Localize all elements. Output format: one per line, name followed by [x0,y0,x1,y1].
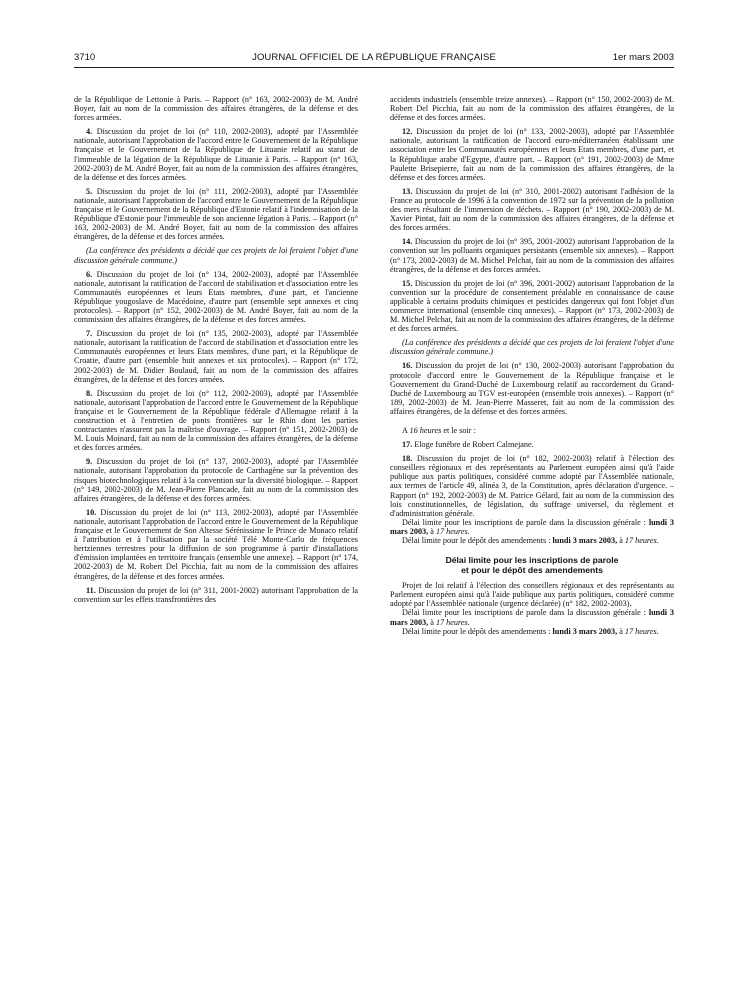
section-heading [390,555,674,575]
deadline-line [390,536,674,545]
agenda-item [74,457,358,502]
deadline-date: lundi 3 mars 2003, [550,626,618,636]
agenda-item-number: 8. [86,388,93,398]
agenda-item [74,329,358,384]
agenda-item [74,187,358,242]
deadline-hour: 17 heures. [435,526,470,536]
paragraph-text: de la République de Lettonie à Paris. – Rapport (n° 163, 2002-2003) de M. André Boyer, fait au nom de la commission des affaires étrangères, de la défense et des forces armées. [74,95,358,123]
paragraph-continuation [390,95,674,122]
agenda-item-text: Eloge funèbre de Robert Calmejane. [414,440,534,450]
agenda-item [74,586,358,604]
conference-note [390,338,674,356]
bill-description-text: Projet de loi relatif à l'élection des conseillers régionaux et des représentants au Parlement européen ainsi qu'à l'aide publique aux partis politiques, considéré comme adopté par l'Assemblée nationale (urgence déclarée) (n° 182, 2002-2003). [390,581,674,609]
agenda-item-text: Discussion du projet de loi (n° 310, 2001-2002) autorisant l'adhésion de la France au protocole de 1996 à la convention de 1972 sur la prévention de la pollution des mers résultant de l'immersion de déchets. – Rapport (n° 190, 2002-2003) de M. Xavier Pintat, fait au nom de la commission des affaires étrangères, de la défense et des forces armées. [390,186,675,233]
agenda-item-text: Discussion du projet de loi (n° 395, 2001-2002) autorisant l'approbation de la convention sur les polluants organiques persistants (ensemble six annexes). – Rapport (n° 173, 2002-2003) de M. Michel Pelchat, fait au nom de la commission des affaires étrangères, de la défense et des forces armées. [390,237,675,274]
deadline-date: lundi 3 mars 2003, [390,517,674,536]
agenda-item-number: 12. [402,127,413,137]
conference-note-text: (La conférence des présidents a décidé que ces projets de loi feraient l'objet d'une discussion générale commune.) [74,246,358,265]
agenda-item [74,127,358,182]
deadline-line [390,627,674,636]
agenda-item [390,187,674,232]
agenda-item-text: Discussion du projet de loi (n° 133, 2002-2003), adopté par l'Assemblée nationale, autorisant la ratification de l'accord euro-méditerranéen établissant une association entre les Communautés européennes et leurs Etats membres, d'une part, et la République arabe d'Egypte, d'autre part. – Rapport (n° 191, 2002-2003) de Mme Paulette Brisepierre, fait au nom de la commission des affaires étrangères, de la défense et des forces armées. [390,127,674,182]
agenda-item-number: 15. [402,278,413,288]
agenda-item [390,237,674,273]
agenda-item-number: 13. [402,186,413,196]
deadline-line [390,518,674,536]
deadline-date: lundi 3 mars 2003, [390,608,674,627]
section-heading-line-1: Délai limite pour les inscriptions de parole [445,555,619,566]
deadline-connector: à [617,626,625,636]
left-column [74,95,358,604]
journal-title: JOURNAL OFFICIEL DE LA RÉPUBLIQUE FRANÇAISE [252,52,496,63]
agenda-item-number: 4. [86,127,93,137]
agenda-item-text: Discussion du projet de loi (n° 113, 2002-2003), adopté par l'Assemblée nationale, autorisant l'approbation de l'accord entre le Gouvernement de la République française et le Gouvernement de Son Altesse Sérénissime le Prince de Monaco relatif à l'attribution et à l'utilisation par la société Télé Monte-Carlo de fréquences hertziennes terrestres pour la diffusion de son programme à partir d'installations d'émission implantées en territoire français (ensemble une annexe). – Rapport (n° 174, 2002-2003) de M. Robert Del Picchia, fait au nom de la commission des affaires étrangères, de la défense et des forces armées. [74,507,358,581]
session-prefix: A [402,426,410,435]
session-suffix: et le soir : [441,426,476,435]
header-rule [74,67,674,68]
agenda-item-text: Discussion du projet de loi (n° 110, 2002-2003), adopté par l'Assemblée nationale, autorisant l'approbation de l'accord entre le Gouvernement de la République française et le Gouvernement de la République de Lituanie relatif au statut de l'immeuble de la légation de la République de Lituanie à Paris. – Rapport (n° 163, 2002-2003) de M. André Boyer, fait au nom de la commission des affaires étrangères, de la défense et des forces armées. [74,127,358,182]
right-column [390,95,674,636]
agenda-item-number: 17. [402,440,413,450]
deadline-line [390,608,674,626]
agenda-item-text: Discussion du projet de loi (n° 182, 2002-2003) relatif à l'élection des conseillers régionaux et des représentants au Parlement européen ainsi qu'à l'aide publique aux partis politiques, considéré comme adopté par l'Assemblée nationale, aux termes de l'article 49, alinéa 3, de la Constitution, après déclaration d'urgence. – Rapport (n° 192, 2002-2003) de M. Patrice Gélard, fait au nom de la commission des lois constitutionnelles, de législation, du suffrage universel, du règlement et d'administration générale. [390,454,674,518]
agenda-item-text: Discussion du projet de loi (n° 311, 2001-2002) autorisant l'approbation de la convention sur les effets transfrontières des [74,585,358,604]
agenda-item [390,127,674,182]
agenda-item-number: 18. [402,454,413,464]
agenda-item-text: Discussion du projet de loi (n° 135, 2002-2003), adopté par l'Assemblée nationale, autorisant la ratification de l'accord de stabilisation et d'association entre les Communautés européennes et leurs Etats membres, d'une part, et la République de Croatie, d'autre part (ensemble huit annexes et six protocoles). – Rapport (n° 172, 2002-2003) de M. Didier Boulaud, fait au nom de la commission des affaires étrangères, de la défense et des forces armées. [74,329,359,384]
deadline-hour: 17 heures. [435,617,470,627]
agenda-item [74,389,358,453]
agenda-item [390,454,674,518]
deadline-connector: à [428,617,436,627]
agenda-item-number: 7. [86,329,93,339]
agenda-item-number: 16. [402,361,413,371]
deadline-connector: à [617,536,625,546]
agenda-item-text: Discussion du projet de loi (n° 134, 2002-2003), adopté par l'Assemblée nationale, autorisant la ratification de l'accord de stabilisation et d'association entre les Communautés européennes et leurs Etats membres, d'une part, et l'ancienne République yougoslave de Macédoine, d'autre part (ensemble sept annexes et cinq protocoles). – Rapport (n° 152, 2002-2003) de M. André Boyer, fait au nom de la commission des affaires étrangères, de la défense et des forces armées. [74,269,359,325]
agenda-item [74,270,358,325]
agenda-item-text: Discussion du projet de loi (n° 396, 2001-2002) autorisant l'approbation de la convention sur la procédure de consentement préalable en connaissance de cause applicable à certains produits chimiques et pesticides dangereux qui font l'objet d'un commerce international (ensemble cinq annexes). – Rapport (n° 173, 2002-2003) de M. Michel Pelchat, fait au nom de la commission des affaires étrangères, de la défense et des forces armées. [390,278,675,334]
paragraph-text: accidents industriels (ensemble treize annexes). – Rapport (n° 150, 2002-2003) de M. Robert Del Picchia, fait au nom de la commission des affaires étrangères, de la défense et des forces armées. [390,95,674,123]
deadline-date: lundi 3 mars 2003, [550,536,618,546]
deadline-text: Délai limite pour le dépôt des amendements : [402,626,551,636]
paragraph-continuation [74,95,358,122]
deadline-text: Délai limite pour les inscriptions de parole dans la discussion générale : [402,517,646,527]
page-number: 3710 [74,52,96,63]
deadline-connector: à [428,526,436,536]
issue-date: 1er mars 2003 [612,52,674,63]
page-header [74,52,674,68]
deadline-hour: 17 heures. [624,626,659,636]
bill-description [390,581,674,608]
agenda-item-number: 9. [86,457,93,467]
deadline-text: Délai limite pour le dépôt des amendements : [402,536,551,546]
agenda-item [74,508,358,581]
deadline-text: Délai limite pour les inscriptions de parole dans la discussion générale : [402,608,646,618]
agenda-item [390,440,674,449]
agenda-item-number: 10. [86,507,97,517]
agenda-item-text: Discussion du projet de loi (n° 130, 2002-2003) autorisant l'approbation du protocole d'accord entre le Gouvernement de la République française et le Gouvernement du Grand-Duché de Luxembourg relatif au raccordement du Grand-Duché de Luxembourg au TGV est-européen (ensemble trois annexes). – Rapport (n° 189, 2002-2003) de M. Jean-Pierre Masseret, fait au nom de la commission des affaires étrangères, de la défense et des forces armées. [390,361,674,416]
agenda-item [390,279,674,334]
agenda-item-number: 5. [86,186,93,196]
agenda-item-number: 14. [402,237,413,247]
agenda-item-number: 11. [86,585,96,595]
agenda-item-number: 6. [86,269,93,279]
conference-note [74,246,358,264]
conference-note-text: (La conférence des présidents a décidé que ces projets de loi feraient l'objet d'une discussion générale commune.) [390,338,674,357]
agenda-item [390,361,674,416]
session-time [390,426,674,435]
agenda-item-text: Discussion du projet de loi (n° 137, 2002-2003), adopté par l'Assemblée nationale, autorisant l'approbation du protocole de Carthagène sur la prévention des risques biotechnologiques relatif à la convention sur la diversité biologique. – Rapport (n° 149, 2002-2003) de M. Jean-Pierre Plancade, fait au nom de la commission des affaires étrangères, de la défense et des forces armées. [74,457,359,503]
agenda-item-text: Discussion du projet de loi (n° 112, 2002-2003), adopté par l'Assemblée nationale, autorisant l'approbation de l'accord entre le Gouvernement de la République française et le Gouvernement de la République fédérale d'Allemagne relatif à la construction et à l'entretien de ponts frontières sur le Rhin dont les parties contractantes n'assurent pas la maîtrise d'ouvrage. – Rapport (n° 151, 2002-2003) de M. Louis Moinard, fait au nom de la commission des affaires étrangères, de la défense et des forces armées. [74,388,358,453]
deadline-hour: 17 heures. [624,536,659,546]
agenda-item-text: Discussion du projet de loi (n° 111, 2002-2003), adopté par l'Assemblée nationale, autorisant l'approbation de l'accord entre le Gouvernement de la République française et le Gouvernement de la République d'Estonie relatif à l'indemnisation de la République d'Estonie pour l'immeuble de son ancienne légation à Paris. – Rapport (n° 163, 2002-2003) de M. André Boyer, fait au nom de la commission des affaires étrangères, de la défense et des forces armées. [74,186,359,242]
session-hour: 16 heures [409,426,442,435]
section-heading-line-2: et pour le dépôt des amendements [461,565,603,576]
